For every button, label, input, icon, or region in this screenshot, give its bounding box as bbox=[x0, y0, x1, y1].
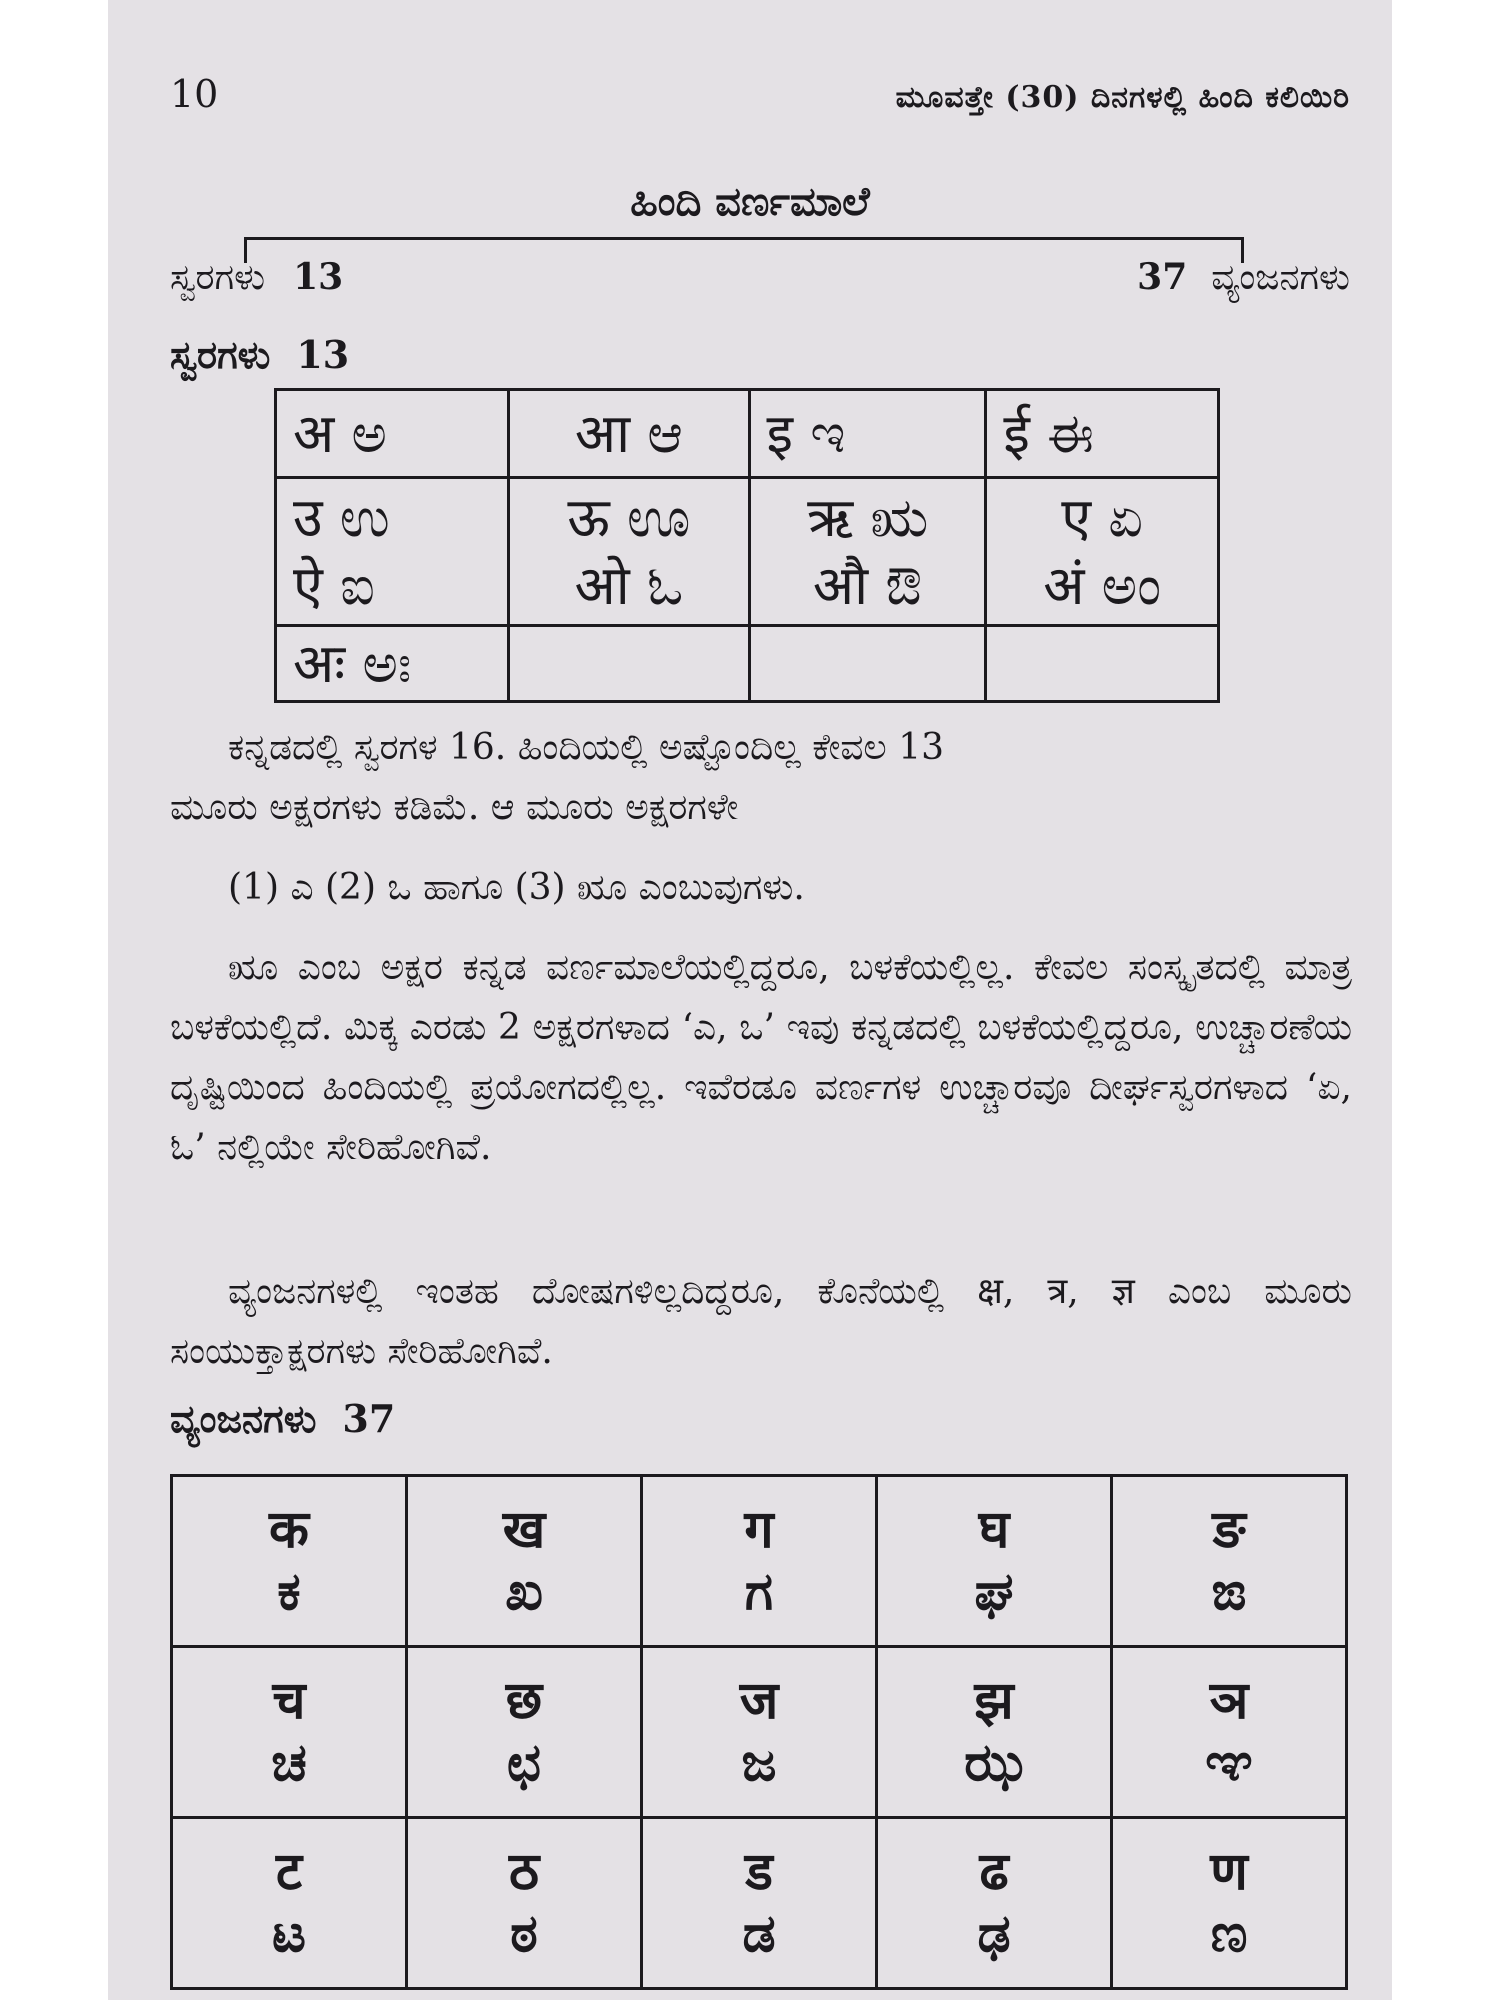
vowel-cell: आ ಆ bbox=[509, 390, 749, 478]
consonant-heading-count: 37 bbox=[342, 1396, 396, 1441]
table-row bbox=[172, 1476, 1347, 1647]
devanagari-letter: च bbox=[272, 1671, 306, 1731]
split-bracket bbox=[244, 237, 1244, 240]
kannada-letter: ಖ bbox=[505, 1562, 543, 1622]
consonant-cell bbox=[642, 1647, 877, 1818]
kannada-letter: ಡ bbox=[742, 1904, 776, 1964]
devanagari-letter: ज bbox=[739, 1671, 779, 1731]
paragraph-line: ಮೂರು ಅಕ್ಷರಗಳು ಕಡಿಮೆ. ಆ ಮೂರು ಅಕ್ಷರಗಳೇ bbox=[170, 787, 739, 828]
vowel-item: ओ ಓ bbox=[574, 553, 684, 617]
consonant-cell bbox=[877, 1476, 1112, 1647]
vowel-cell bbox=[986, 626, 1219, 702]
vowel-cell bbox=[509, 478, 749, 626]
vowel-item: ए ಏ bbox=[1061, 485, 1144, 549]
kannada-letter: ಣ bbox=[1210, 1904, 1248, 1964]
vowel-cell bbox=[749, 626, 986, 702]
devanagari-letter: ठ bbox=[508, 1842, 540, 1902]
kannada-letter: ಠ bbox=[510, 1904, 538, 1964]
consonant-cell bbox=[1112, 1647, 1347, 1818]
consonant-cell bbox=[172, 1818, 407, 1989]
consonant-cell bbox=[877, 1647, 1112, 1818]
consonants-branch-label: ವ್ಯಂಜನಗಳು bbox=[1211, 257, 1350, 298]
paragraph-explanation: ೠ ಎಂಬ ಅಕ್ಷರ ಕನ್ನಡ ವರ್ಣಮಾಲೆಯಲ್ಲಿದ್ದರೂ, ಬಳಕೆಯಲ್ಲಿಲ್ಲ. ಕೇವಲ ಸಂಸ್ಕೃತದಲ್ಲಿ ಮಾತ್ರ ಬಳಕೆಯಲ್ಲಿದೆ. ಮಿಕ್ಕ ಎರಡು 2 ಅಕ್ಷರಗಳಾದ ‘ಎ, ಒ’ ಇವು ಕನ್ನಡದಲ್ಲಿ ಬಳಕೆಯಲ್ಲಿದ್ದರೂ, ಉಚ್ಚಾರಣೆಯ ದೃಷ್ಟಿಯಿಂದ ಹಿಂದಿಯಲ್ಲಿ ಪ್ರಯೋಗದಲ್ಲಿಲ್ಲ. ಇವೆರಡೂ ವರ್ಣಗಳ ಉಚ್ಚಾರವೂ ದೀರ್ಘಸ್ವರಗಳಾದ ‘ಏ, ಓ’ ನಲ್ಲಿಯೇ ಸೇರಿಹೋಗಿವೆ. bbox=[170, 947, 1352, 1168]
page-number: 10 bbox=[170, 72, 219, 116]
devanagari-letter: ढ bbox=[979, 1842, 1009, 1902]
vowel-section-heading bbox=[170, 332, 349, 378]
consonant-cell bbox=[1112, 1818, 1347, 1989]
vowel-item: औ ಔ bbox=[812, 553, 923, 617]
vowel-item: ऊ ಊ bbox=[567, 485, 691, 549]
table-row bbox=[276, 390, 1219, 478]
consonant-cell bbox=[172, 1476, 407, 1647]
consonant-cell bbox=[642, 1476, 877, 1647]
devanagari-letter: घ bbox=[978, 1500, 1010, 1560]
paragraph-conjuncts: ವ್ಯಂಜನಗಳಲ್ಲಿ ಇಂತಹ ದೋಷಗಳಿಲ್ಲದಿದ್ದರೂ, ಕೊನೆಯಲ್ಲಿ क्ष, त्र, ज्ञ ಎಂಬ ಮೂರು ಸಂಯುಕ್ತಾಕ್ಷರಗಳು ಸೇರಿಹೋಗಿವೆ. bbox=[170, 1271, 1352, 1372]
consonant-cell bbox=[1112, 1476, 1347, 1647]
consonants-branch-count: 37 bbox=[1137, 256, 1188, 298]
devanagari-letter: झ bbox=[974, 1671, 1014, 1731]
table-row bbox=[172, 1818, 1347, 1989]
consonant-cell bbox=[172, 1647, 407, 1818]
paragraph-vowel-count bbox=[170, 718, 1352, 838]
vowels-branch bbox=[170, 256, 343, 299]
devanagari-letter: छ bbox=[505, 1671, 543, 1731]
consonant-cell bbox=[642, 1818, 877, 1989]
book-page bbox=[108, 0, 1392, 2000]
vowel-item: ऋ ಋ bbox=[807, 485, 928, 549]
consonant-heading-label: ವ್ಯಂಜನಗಳು bbox=[170, 1396, 317, 1441]
devanagari-letter: ग bbox=[744, 1500, 774, 1560]
vowel-cell bbox=[986, 478, 1219, 626]
vowel-item: अं ಅಂ bbox=[1043, 553, 1162, 617]
table-row bbox=[172, 1647, 1347, 1818]
vowels-branch-count: 13 bbox=[293, 256, 344, 298]
devanagari-letter: ण bbox=[1210, 1842, 1248, 1902]
consonant-cell bbox=[407, 1476, 642, 1647]
page-title: ಹಿಂದಿ ವರ್ಣಮಾಲೆ bbox=[630, 178, 870, 225]
devanagari-letter: ङ bbox=[1212, 1500, 1246, 1560]
paragraph-line: ಕನ್ನಡದಲ್ಲಿ ಸ್ವರಗಳ 16. ಹಿಂದಿಯಲ್ಲಿ ಅಷ್ಟೊಂದಿಲ್ಲ ಕೇವಲ 13 bbox=[228, 727, 945, 768]
table-row bbox=[276, 626, 1219, 702]
devanagari-letter: ख bbox=[502, 1500, 546, 1560]
paragraph-missing-vowels: (1) ಎ (2) ಒ ಹಾಗೂ (3) ೠ ಎಂಬುವುಗಳು. bbox=[228, 867, 805, 908]
kannada-letter: ಜ bbox=[741, 1733, 777, 1793]
kannada-letter: ಢ bbox=[977, 1904, 1011, 1964]
consonant-cell bbox=[407, 1647, 642, 1818]
kannada-letter: ಞ bbox=[1205, 1733, 1253, 1793]
kannada-letter: ಚ bbox=[271, 1733, 307, 1793]
kannada-letter: ಗ bbox=[744, 1562, 774, 1622]
vowel-cell bbox=[749, 478, 986, 626]
consonants-branch bbox=[1137, 256, 1350, 299]
consonant-table bbox=[170, 1474, 1348, 1990]
devanagari-letter: ट bbox=[275, 1842, 303, 1902]
vowel-item: उ ಉ bbox=[293, 485, 390, 549]
vowel-item: ऐ ಐ bbox=[293, 553, 375, 617]
consonant-section-heading bbox=[170, 1396, 395, 1442]
vowels-branch-label: ಸ್ವರಗಳು bbox=[170, 257, 266, 298]
vowel-table bbox=[274, 388, 1220, 703]
vowel-cell: ई ಈ bbox=[986, 390, 1219, 478]
devanagari-letter: क bbox=[269, 1500, 309, 1560]
kannada-letter: ಘ bbox=[974, 1562, 1014, 1622]
consonant-cell bbox=[877, 1818, 1112, 1989]
kannada-letter: ಙ bbox=[1211, 1562, 1247, 1622]
kannada-letter: ಛ bbox=[507, 1733, 541, 1793]
vowel-cell: अः ಅಃ bbox=[276, 626, 509, 702]
consonant-cell bbox=[407, 1818, 642, 1989]
vowel-heading-label: ಸ್ವರಗಳು bbox=[170, 332, 271, 377]
kannada-letter: ಝ bbox=[964, 1733, 1024, 1793]
kannada-letter: ಟ bbox=[272, 1904, 306, 1964]
vowel-cell bbox=[509, 626, 749, 702]
running-title: ಮೂವತ್ತೇ (30) ದಿನಗಳಲ್ಲಿ ಹಿಂದಿ ಕಲಿಯಿರಿ bbox=[895, 80, 1350, 115]
kannada-letter: ಕ bbox=[277, 1562, 301, 1622]
vowel-heading-count: 13 bbox=[296, 332, 350, 377]
vowel-cell: इ ಇ bbox=[749, 390, 986, 478]
devanagari-letter: ञ bbox=[1209, 1671, 1249, 1731]
vowel-cell: अ ಅ bbox=[276, 390, 509, 478]
table-row bbox=[276, 478, 1219, 626]
vowel-cell bbox=[276, 478, 509, 626]
devanagari-letter: ड bbox=[745, 1842, 773, 1902]
